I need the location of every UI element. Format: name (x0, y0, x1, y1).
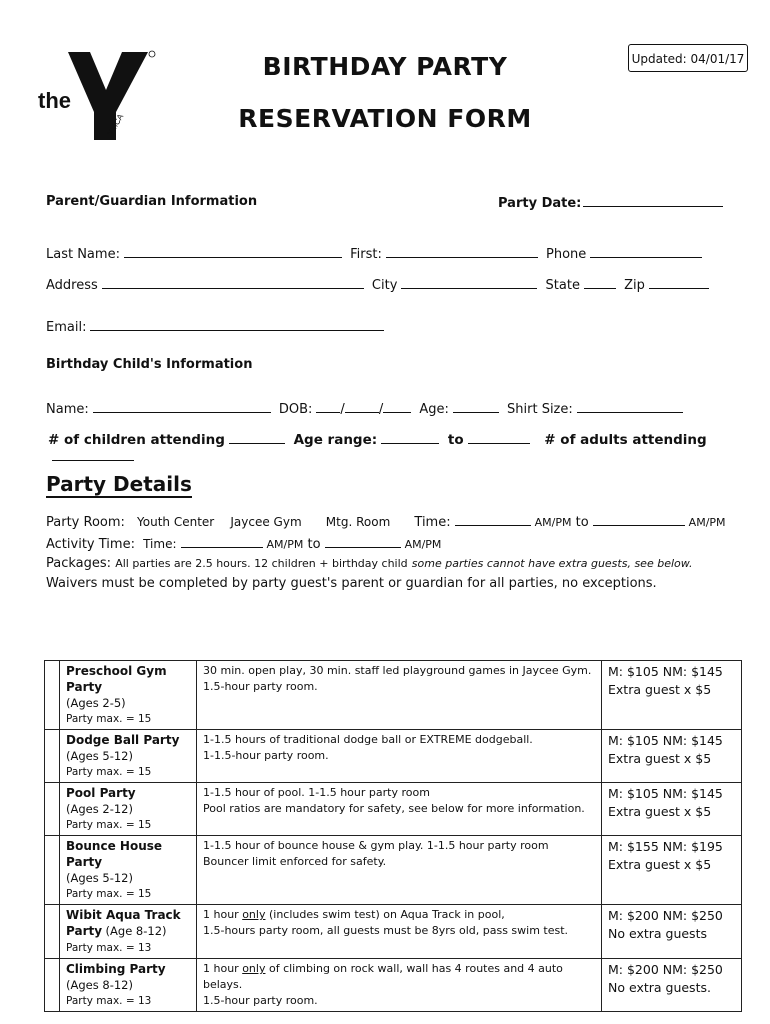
children-attending-label: # of children attending (48, 432, 225, 448)
party-time-to-label: to (575, 515, 589, 530)
table-row (45, 905, 742, 959)
package-checkbox-pool[interactable] (45, 783, 60, 836)
ampm-label-3: AM/PM (266, 538, 304, 551)
package-max: Party max. = 13 (66, 995, 152, 1007)
package-max: Party max. = 15 (66, 713, 152, 725)
package-ages: (Ages 5-12) (66, 749, 133, 763)
zip-field[interactable] (649, 276, 709, 289)
phone-label: Phone (545, 247, 587, 262)
table-row (45, 783, 742, 836)
city-label: City (371, 278, 398, 293)
child-name-label: Name: (46, 402, 89, 417)
ampm-label-1: AM/PM (534, 516, 572, 529)
package-desc-line2: 1.5-hour party room. (203, 680, 318, 693)
package-extra: Extra guest x $5 (608, 857, 712, 872)
package-ages: (Ages 8-12) (66, 978, 133, 992)
package-checkbox-dodgeball[interactable] (45, 730, 60, 783)
package-desc-line2: 1.5-hour party room. (203, 994, 318, 1007)
table-row (45, 730, 742, 783)
age-range-to-field[interactable] (468, 431, 530, 444)
waivers-note: Waivers must be completed by party guest's parent or guardian for all parties, no exceptions. (46, 576, 657, 591)
package-desc-line1: 1 hour only of climbing on rock wall, wall has 4 routes and 4 auto belays. (203, 962, 563, 991)
age-label: Age: (419, 402, 449, 417)
party-date-field[interactable] (498, 194, 727, 211)
table-row (45, 959, 742, 1012)
party-room-row (46, 513, 726, 530)
package-max: Party max. = 15 (66, 819, 152, 831)
package-name: Climbing Party (66, 962, 166, 976)
dob-label: DOB: (278, 402, 313, 417)
party-date-label: Party Date: (498, 196, 582, 211)
packages-table (44, 660, 742, 1012)
package-name: Wibit Aqua Track (66, 908, 181, 922)
package-desc-line2: Pool ratios are mandatory for safety, see below for more information. (203, 802, 585, 815)
package-desc-line1: 30 min. open play, 30 min. staff led playground games in Jaycee Gym. (203, 664, 592, 677)
updated-date-box: Updated: 04/01/17 (628, 44, 748, 72)
package-name: Dodge Ball Party (66, 733, 180, 747)
party-time-label: Time: (414, 515, 451, 530)
package-price: M: $105 NM: $145 (608, 786, 723, 801)
activity-time-row (46, 535, 441, 552)
package-desc-line1: 1 hour only (includes swim test) on Aqua Track in pool, (203, 908, 505, 921)
address-label: Address (46, 278, 98, 293)
address-field[interactable] (102, 276, 364, 289)
dob-day-field[interactable] (345, 400, 379, 413)
name-row (46, 245, 706, 262)
state-field[interactable] (584, 276, 616, 289)
package-checkbox-aqua-track[interactable] (45, 905, 60, 959)
package-desc-line1: 1-1.5 hour of pool. 1-1.5 hour party room (203, 786, 430, 799)
activity-time-end-field[interactable] (325, 535, 401, 548)
dob-month-field[interactable] (316, 400, 340, 413)
package-price: M: $200 NM: $250 (608, 962, 723, 977)
phone-field[interactable] (590, 245, 702, 258)
package-desc-line1: 1-1.5 hour of bounce house & gym play. 1-1.5 hour party room (203, 839, 549, 852)
package-extra: Extra guest x $5 (608, 751, 712, 766)
email-label: Email: (46, 320, 87, 335)
form-title-line2: RESERVATION FORM (238, 104, 532, 133)
package-name-line2: Party (66, 924, 103, 938)
party-details-heading: Party Details (46, 472, 192, 496)
age-field[interactable] (453, 400, 499, 413)
room-option-jaycee-gym[interactable]: Jaycee Gym (230, 515, 302, 529)
package-ages: (Ages 2-12) (66, 802, 133, 816)
package-desc-line1: 1-1.5 hours of traditional dodge ball or EXTREME dodgeball. (203, 733, 533, 746)
last-name-label: Last Name: (46, 247, 120, 262)
adults-attending-field[interactable] (52, 448, 134, 461)
age-range-from-field[interactable] (381, 431, 439, 444)
package-desc-line2: 1-1.5-hour party room. (203, 749, 329, 762)
form-title-line1: BIRTHDAY PARTY (262, 52, 508, 81)
table-row (45, 661, 742, 730)
package-price: M: $105 NM: $145 (608, 664, 723, 679)
email-field[interactable] (90, 318, 384, 331)
package-price: M: $105 NM: $145 (608, 733, 723, 748)
activity-time-sub-label: Time: (143, 537, 177, 551)
activity-time-label: Activity Time: (46, 537, 135, 552)
packages-text: All parties are 2.5 hours. 12 children + birthday child (115, 557, 408, 570)
attendance-row (48, 431, 770, 465)
age-range-label: Age range: (293, 432, 378, 448)
packages-row (46, 556, 693, 571)
party-time-end-field[interactable] (593, 513, 685, 526)
party-room-label: Party Room: (46, 515, 125, 530)
package-price: M: $155 NM: $195 (608, 839, 723, 854)
activity-time-to-label: to (307, 537, 321, 552)
ampm-label-2: AM/PM (688, 516, 726, 529)
shirt-size-label: Shirt Size: (507, 402, 573, 417)
logo-ymca-text: YMCA (105, 112, 126, 137)
package-max: Party max. = 15 (66, 766, 152, 778)
parent-heading: Parent/Guardian Information (46, 194, 258, 209)
package-name: Bounce House Party (66, 839, 163, 869)
package-max: Party max. = 15 (66, 888, 152, 900)
email-row (46, 318, 388, 335)
package-name: Pool Party (66, 786, 136, 800)
child-name-field[interactable] (93, 400, 271, 413)
child-row: Name: DOB: / / Age: Shirt Size: (46, 400, 687, 417)
package-checkbox-climbing[interactable] (45, 959, 60, 1012)
state-label: State (545, 278, 580, 293)
adults-attending-label: # of adults attending (544, 432, 707, 448)
package-ages: (Age 8-12) (105, 924, 167, 938)
package-price: M: $200 NM: $250 (608, 908, 723, 923)
package-extra: No extra guests. (608, 980, 711, 995)
party-time-start-field[interactable] (455, 513, 531, 526)
first-name-field[interactable] (386, 245, 538, 258)
address-row (46, 276, 713, 293)
room-option-youth-center[interactable]: Youth Center (137, 515, 215, 529)
package-extra: No extra guests (608, 926, 707, 941)
package-ages: (Ages 2-5) (66, 696, 126, 710)
package-checkbox-bounce-house[interactable] (45, 836, 60, 905)
activity-time-start-field[interactable] (181, 535, 263, 548)
package-desc-line2: 1.5-hours party room, all guests must be 8yrs old, pass swim test. (203, 924, 569, 937)
ampm-label-4: AM/PM (404, 538, 442, 551)
table-row (45, 836, 742, 905)
dob-year-field[interactable] (383, 400, 411, 413)
package-ages: (Ages 5-12) (66, 871, 133, 885)
last-name-field[interactable] (124, 245, 342, 258)
first-label: First: (350, 247, 382, 262)
package-extra: Extra guest x $5 (608, 682, 712, 697)
city-field[interactable] (401, 276, 537, 289)
packages-label: Packages: (46, 556, 112, 571)
package-extra: Extra guest x $5 (608, 804, 712, 819)
package-desc-line2: Bouncer limit enforced for safety. (203, 855, 387, 868)
zip-label: Zip (624, 278, 645, 293)
package-max: Party max. = 13 (66, 942, 152, 954)
logo-the-text: the (38, 88, 71, 113)
children-attending-field[interactable] (229, 431, 285, 444)
room-option-mtg-room[interactable]: Mtg. Room (325, 515, 391, 529)
age-range-to-label: to (447, 432, 464, 448)
child-heading: Birthday Child's Information (46, 357, 253, 372)
package-checkbox-preschool[interactable] (45, 661, 60, 730)
shirt-size-field[interactable] (577, 400, 683, 413)
package-name: Preschool Gym Party (66, 664, 167, 694)
packages-note: some parties cannot have extra guests, see below. (411, 557, 693, 570)
